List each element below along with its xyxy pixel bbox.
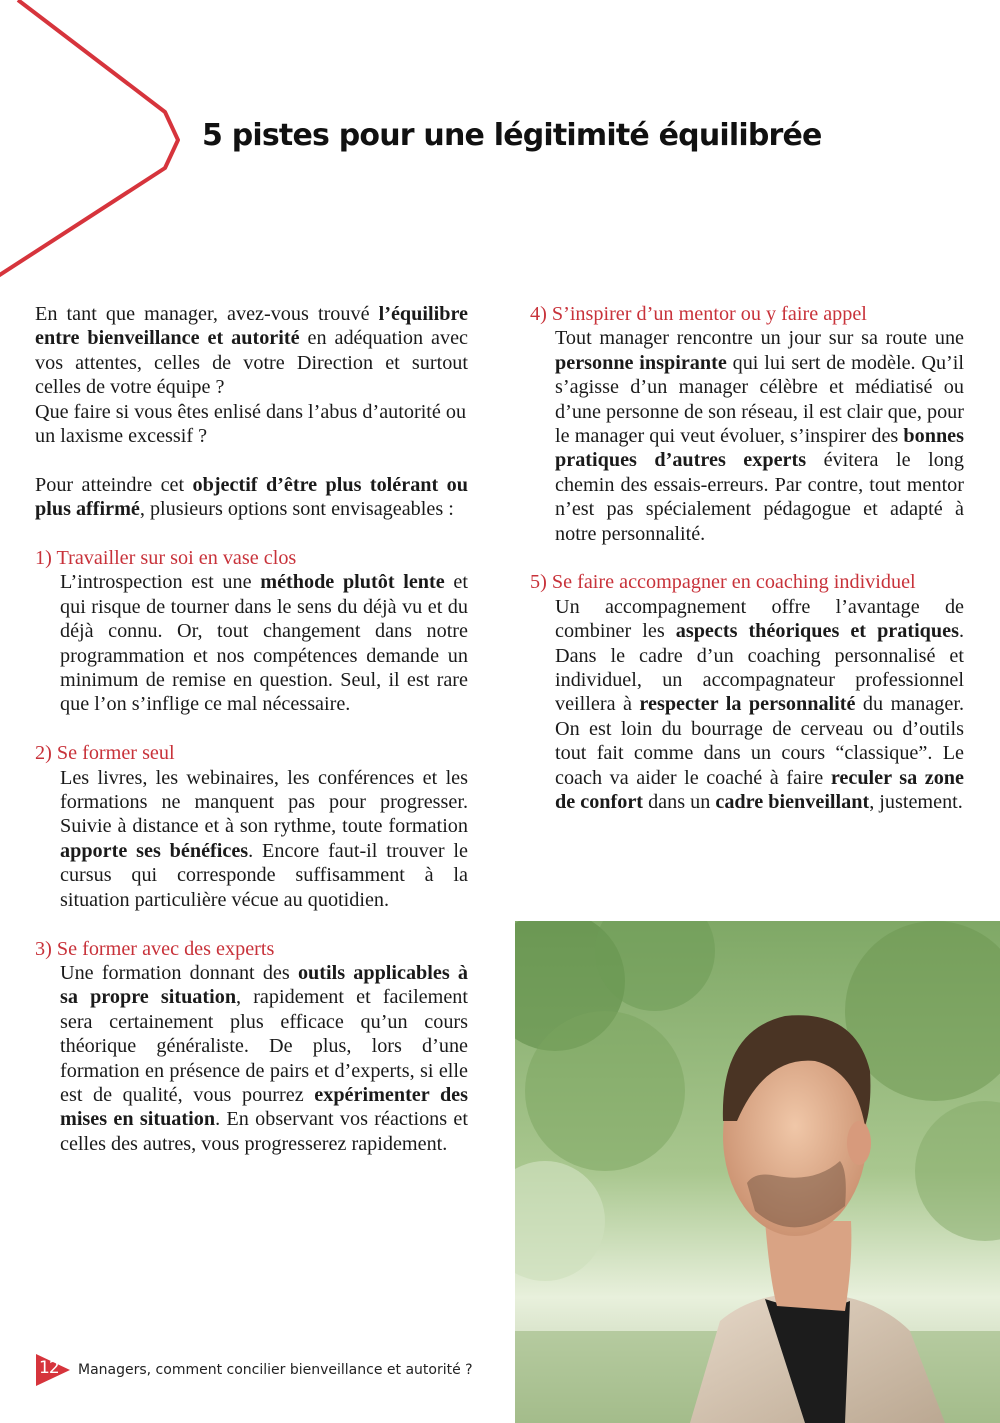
- section-5: [530, 570, 964, 814]
- section-heading: 1) Travailler sur soi en vase clos: [35, 547, 297, 570]
- footer-title: Managers, comment concilier bienveillance et autorité ?: [78, 1362, 473, 1378]
- intro-question: Que faire si vous êtes enlisé dans l’abus d’autorité ou un laxisme excessif ?: [35, 400, 467, 448]
- section-2: [35, 741, 468, 912]
- section-4: [530, 302, 964, 546]
- section-body: Les livres, les webinaires, les conférences et les formations ne manquent pas pour progresser. Suivie à distance et à son rythme, toute formation apporte ses bénéfices. Encore faut-il trouver le cursus qui corresponde suffisamment à la situation particulière vécue au quotidien.: [60, 766, 468, 911]
- page-number: 12: [39, 1358, 59, 1378]
- page-footer: [36, 1354, 473, 1386]
- section-1: [35, 546, 468, 717]
- corner-chevron-decoration: [0, 0, 200, 280]
- left-column: [35, 302, 468, 1156]
- section-heading: 2) Se former seul: [35, 742, 175, 765]
- intro-paragraph: En tant que manager, avez-vous trouvé l’équilibre entre bienveillance et autorité en adéquation avec vos attentes, celles de votre Direction et surtout celles de votre équipe ?: [35, 303, 468, 399]
- section-heading: 3) Se former avec des experts: [35, 937, 275, 960]
- section-heading: 5) Se faire accompagner en coaching individuel: [530, 571, 916, 594]
- section-body: L’introspection est une méthode plutôt lente et qui risque de tourner dans le sens du déjà vu et du déjà connu. Or, tout changement dans notre programmation et nos compétences demande un minimum de remise en question. Seul, il est rare que l’on s’inflige ce mal nécessaire.: [60, 571, 468, 716]
- section-3: [35, 937, 468, 1157]
- intro-objective: Pour atteindre cet objectif d’être plus tolérant ou plus affirmé, plusieurs options sont envisageables :: [35, 473, 468, 521]
- page-number-badge: [36, 1354, 70, 1386]
- page-title: 5 pistes pour une légitimité équilibrée: [202, 118, 822, 153]
- section-body: Tout manager rencontre un jour sur sa route une personne inspirante qui lui sert de modèle. Qu’il s’agisse d’un manager célèbre et médiatisé ou d’une personne de son réseau, il est clair que, pour le manager qui veut évoluer, s’inspirer des bonnes pratiques d’autres experts évitera le long chemin des essais-erreurs. Par contre, tout mentor n’est pas spécialement pédagogue et adapté à notre personnalité.: [555, 327, 964, 545]
- section-body: Un accompagnement offre l’avantage de combiner les aspects théoriques et pratiques. Dans le cadre d’un coaching personnalisé et individuel, un accompagnateur professionnel veillera à respecter la personnalité du manager. On est loin du bourrage de cerveau ou d’outils tout fait comme dans un cours “classique”. Le coach va aider le coaché à faire reculer sa zone de confort dans un cadre bienveillant, justement.: [555, 595, 964, 814]
- right-column: [530, 302, 964, 815]
- section-heading: 4) S’inspirer d’un mentor ou y faire appel: [530, 303, 867, 325]
- manager-photo: [515, 921, 1000, 1423]
- section-body: Une formation donnant des outils applicables à sa propre situation, rapidement et facilement sera certainement plus efficace qu’un cours théorique généraliste. De plus, lors d’une formation en présence de pairs et d’experts, si elle est de qualité, vous pourrez expérimenter des mises en situation. En observant vos réactions et celles des autres, vous progresserez rapidement.: [60, 961, 469, 1155]
